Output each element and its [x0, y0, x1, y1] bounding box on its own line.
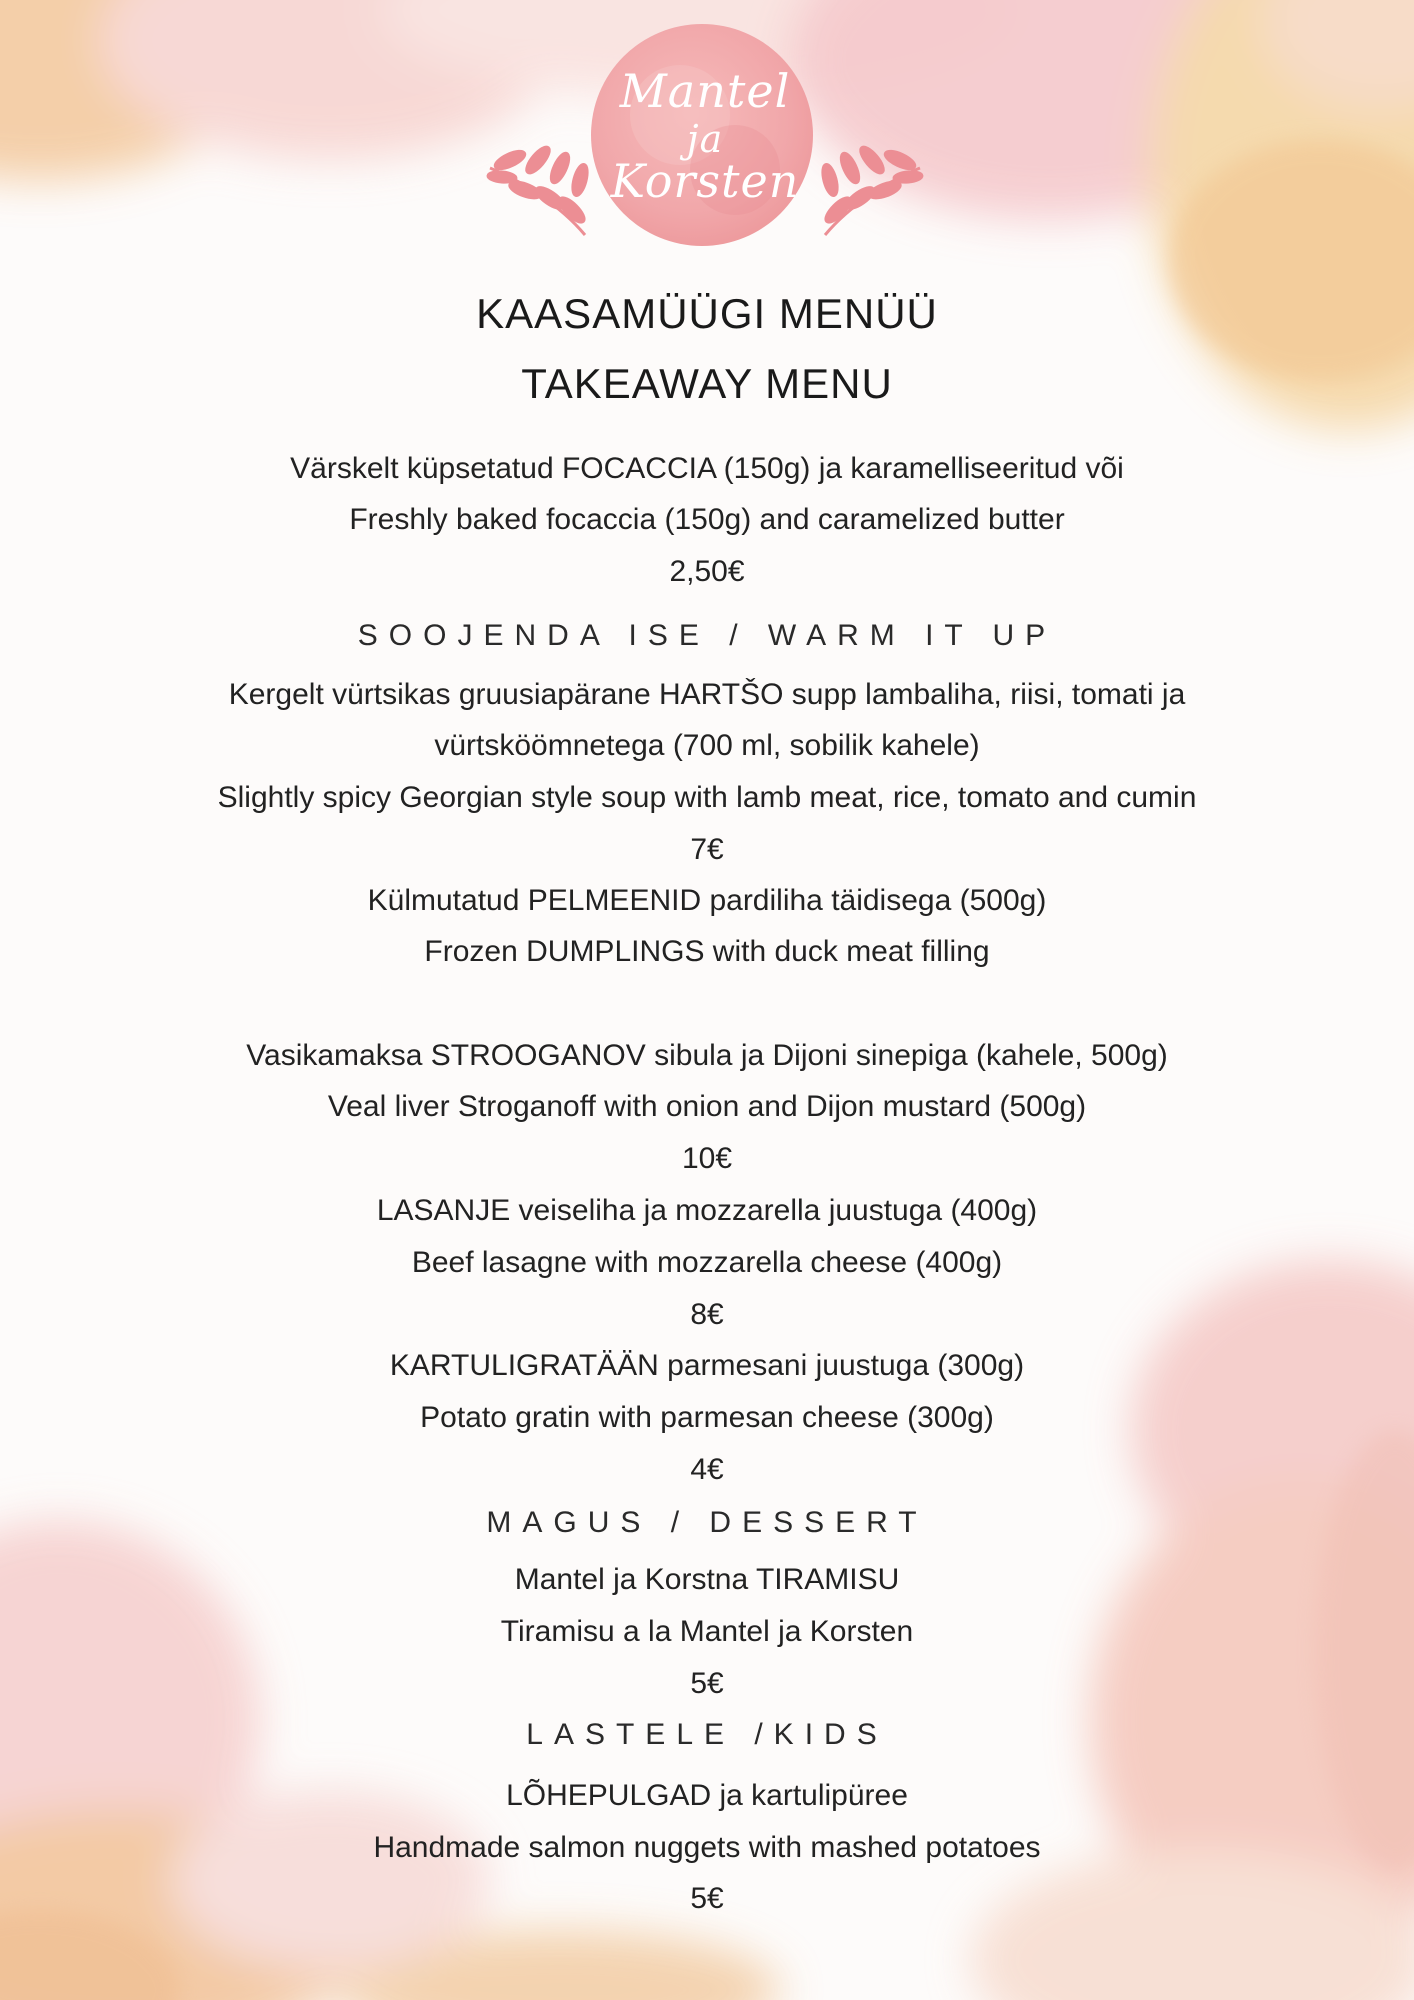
- lasagne-price: 8€: [690, 1298, 724, 1331]
- harcho-name-et-line2: vürtsköömnetega (700 ml, sobilik kahele): [434, 729, 980, 762]
- focaccia-name-en: Freshly baked focaccia (150g) and caramelized butter: [349, 503, 1065, 536]
- stroganoff-name-en: Veal liver Stroganoff with onion and Dijon mustard (500g): [327, 1090, 1087, 1123]
- logo-text-line1: Mantel: [619, 64, 791, 118]
- harcho-name-et-line1: Kergelt vürtsikas gruusiapärane HARTŠO supp lambaliha, riisi, tomati ja: [228, 678, 1186, 711]
- menu-title-en: TAKEAWAY MENU: [521, 360, 893, 407]
- focaccia-name-et: Värskelt küpsetatud FOCACCIA (150g) ja karamelliseeritud või: [290, 452, 1124, 485]
- focaccia-price: 2,50€: [669, 555, 745, 588]
- salmon-nuggets-name-en: Handmade salmon nuggets with mashed potatoes: [373, 1831, 1041, 1864]
- salmon-nuggets-price: 5€: [690, 1882, 724, 1915]
- section-heading-warm-it-up: SOOJENDA ISE / WARM IT UP: [357, 619, 1057, 652]
- gratin-name-en: Potato gratin with parmesan cheese (300g): [420, 1401, 994, 1434]
- stroganoff-name-et: Vasikamaksa STROOGANOV sibula ja Dijoni sinepiga (kahele, 500g): [246, 1039, 1168, 1072]
- salmon-nuggets-name-et: LÕHEPULGAD ja kartulipüree: [506, 1779, 908, 1812]
- harcho-name-en: Slightly spicy Georgian style soup with lamb meat, rice, tomato and cumin: [217, 781, 1197, 814]
- tiramisu-name-et: Mantel ja Korstna TIRAMISU: [514, 1563, 900, 1596]
- tiramisu-name-en: Tiramisu a la Mantel ja Korsten: [500, 1615, 914, 1648]
- dumplings-name-en: Frozen DUMPLINGS with duck meat filling: [424, 935, 990, 968]
- gratin-price: 4€: [690, 1453, 724, 1486]
- lasagne-name-en: Beef lasagne with mozzarella cheese (400g): [411, 1246, 1003, 1279]
- gratin-name-et: KARTULIGRATÄÄN parmesani juustuga (300g): [389, 1349, 1025, 1382]
- lasagne-name-et: LASANJE veiseliha ja mozzarella juustuga (400g): [376, 1194, 1038, 1227]
- brand-logo: [480, 20, 930, 270]
- tiramisu-price: 5€: [690, 1667, 724, 1700]
- section-heading-dessert: MAGUS / DESSERT: [486, 1506, 928, 1539]
- section-heading-kids: LASTELE /KIDS: [526, 1718, 888, 1751]
- dumplings-name-et: Külmutatud PELMEENID pardiliha täidisega (500g): [367, 884, 1047, 917]
- menu-title-et: KAASAMÜÜGI MENÜÜ: [476, 290, 938, 337]
- stroganoff-price: 10€: [681, 1142, 733, 1175]
- logo-text-line2: ja: [686, 117, 724, 161]
- logo-text-line3: Korsten: [610, 154, 800, 208]
- harcho-price: 7€: [690, 833, 724, 866]
